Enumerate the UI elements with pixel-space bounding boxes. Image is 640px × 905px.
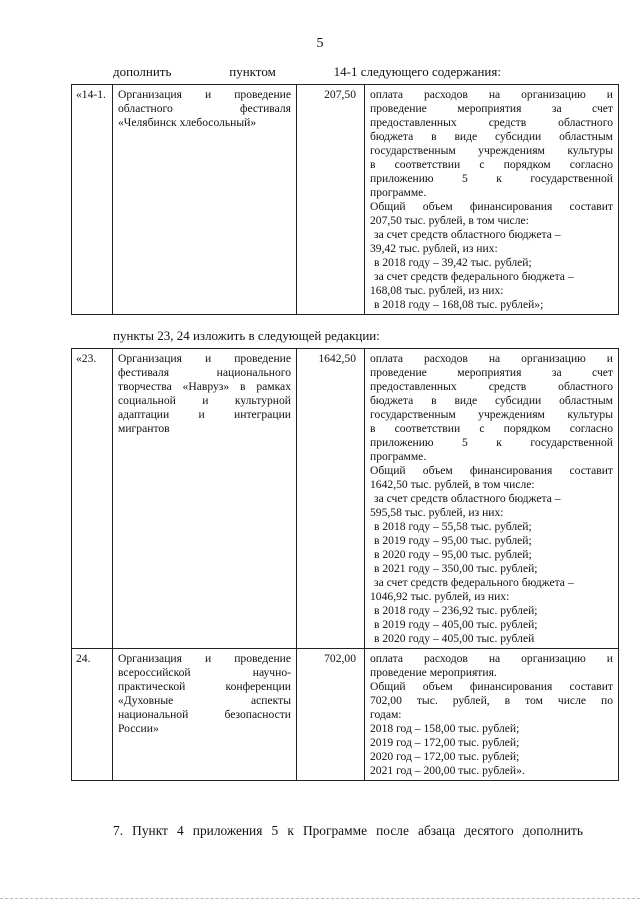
closing-word: дополнить [522,823,583,838]
text-line: проведение мероприятия за счет [370,366,613,379]
text-line: оплата расходов на организацию и [370,352,613,365]
text-line: в 2020 году – 95,00 тыс. рублей; [374,548,532,561]
closing-word: Пункт [132,823,168,838]
text-line: в 2021 году – 350,00 тыс. рублей; [374,562,538,575]
text-line: в 2018 году – 236,92 тыс. рублей; [374,604,538,617]
text-line: Организация и проведение [118,352,291,365]
text-line: 39,42 тыс. рублей, из них: [370,242,498,255]
text-line: проведение мероприятия. [370,666,497,679]
page-bottom-edge [0,898,640,899]
text-line: оплата расходов на организацию и [370,88,613,101]
text-line: в соответствии с порядком согласно [370,158,613,171]
text-line: 702,00 тыс. рублей, в том числе по [370,694,613,707]
text-line: России» [118,722,159,735]
text-line: в 2018 году – 39,42 тыс. рублей; [374,256,532,269]
text-line: «Челябинск хлебосольный» [118,116,257,129]
intro-word: 14-1 следующего содержания: [333,64,501,79]
text-line: «Духовные аспекты [118,694,291,707]
text-line: в соответствии с порядком согласно [370,422,613,435]
closing-word: абзаца [418,823,456,838]
closing-word: 4 [176,823,184,838]
table-items-23-24 [71,348,619,781]
item-name [113,85,297,315]
text-line: за счет средств федерального бюджета – [374,576,574,589]
text-line: 168,08 тыс. рублей, из них: [370,284,504,297]
text-line: Организация и проведение [118,88,291,101]
item-description [365,85,619,315]
text-line: годам: [370,708,402,721]
text-line: проведение мероприятия за счет [370,102,613,115]
text-line: в 2018 году – 55,58 тыс. рублей; [374,520,532,533]
text-line: приложению 5 к государственной [370,436,613,449]
page-number: 5 [316,36,324,51]
closing-paragraph [113,823,583,839]
text-line: программе. [370,186,427,199]
text-line: 2019 год – 172,00 тыс. рублей; [370,736,520,749]
item-number: «23. [72,349,113,649]
item-description [365,649,619,781]
text-line: Общий объем финансирования составит [370,464,613,477]
item-amount: 1642,50 [297,349,365,649]
text-line: национальной безопасности [118,708,291,721]
item-number: «14-1. [72,85,113,315]
item-name [113,649,297,781]
text-line: в 2019 году – 95,00 тыс. рублей; [374,534,532,547]
text-line: адаптации и интеграции [118,408,291,421]
text-line: за счет средств федерального бюджета – [374,270,574,283]
item-number: 24. [72,649,113,781]
text-line: бюджета в виде субсидии областным [370,394,613,407]
text-line: областного фестиваля [118,102,291,115]
item-amount: 207,50 [297,85,365,315]
closing-word: 5 [271,823,279,838]
table-row [72,85,619,315]
text-line: мигрантов [118,422,170,435]
text-line: государственным учреждениям культуры [370,408,613,421]
text-line: всероссийской научно- [118,666,291,679]
text-line: в 2020 году – 405,00 тыс. рублей [374,632,535,645]
text-line: 1642,50 тыс. рублей, в том числе: [370,478,535,491]
text-line: практической конференции [118,680,291,693]
closing-word: после [376,823,409,838]
text-line: фестиваля национального [118,366,291,379]
item-description [365,349,619,649]
closing-word: к [287,823,294,838]
text-line: за счет средств областного бюджета – [374,228,561,241]
text-line: оплата расходов на организацию и [370,652,613,665]
text-line: Общий объем финансирования составит [370,680,613,693]
intro-paragraph-23-24: пункты 23, 24 изложить в следующей редакции: [113,328,380,343]
text-line: 2018 год – 158,00 тыс. рублей; [370,722,520,735]
text-line: 207,50 тыс. рублей, в том числе: [370,214,529,227]
closing-word: 7. [113,823,124,838]
text-line: государственным учреждениям культуры [370,144,613,157]
intro-word: дополнить [113,64,172,79]
intro-paragraph-14-1 [113,64,501,80]
intro-word: пунктом [229,64,276,79]
text-line: в 2019 году – 405,00 тыс. рублей; [374,618,538,631]
text-line: Общий объем финансирования составит [370,200,613,213]
text-line: 2020 год – 172,00 тыс. рублей; [370,750,520,763]
table-item-14-1 [71,84,619,315]
text-line: 1046,92 тыс. рублей, из них: [370,590,510,603]
text-line: предоставленных средств областного [370,116,613,129]
item-amount: 702,00 [297,649,365,781]
text-line: за счет средств областного бюджета – [374,492,561,505]
text-line: 595,58 тыс. рублей, из них: [370,506,504,519]
table-row [72,349,619,649]
table-row [72,649,619,781]
text-line: в 2018 году – 168,08 тыс. рублей»; [374,298,544,311]
text-line: творчества «Навруз» в рамках [118,380,291,393]
text-line: Организация и проведение [118,652,291,665]
text-line: бюджета в виде субсидии областным [370,130,613,143]
closing-word: десятого [464,823,514,838]
text-line: предоставленных средств областного [370,380,613,393]
text-line: социальной и культурной [118,394,291,407]
text-line: программе. [370,450,427,463]
closing-word: Программе [302,823,368,838]
closing-word: приложения [192,823,263,838]
text-line: приложению 5 к государственной [370,172,613,185]
text-line: 2021 год – 200,00 тыс. рублей». [370,764,525,777]
item-name [113,349,297,649]
